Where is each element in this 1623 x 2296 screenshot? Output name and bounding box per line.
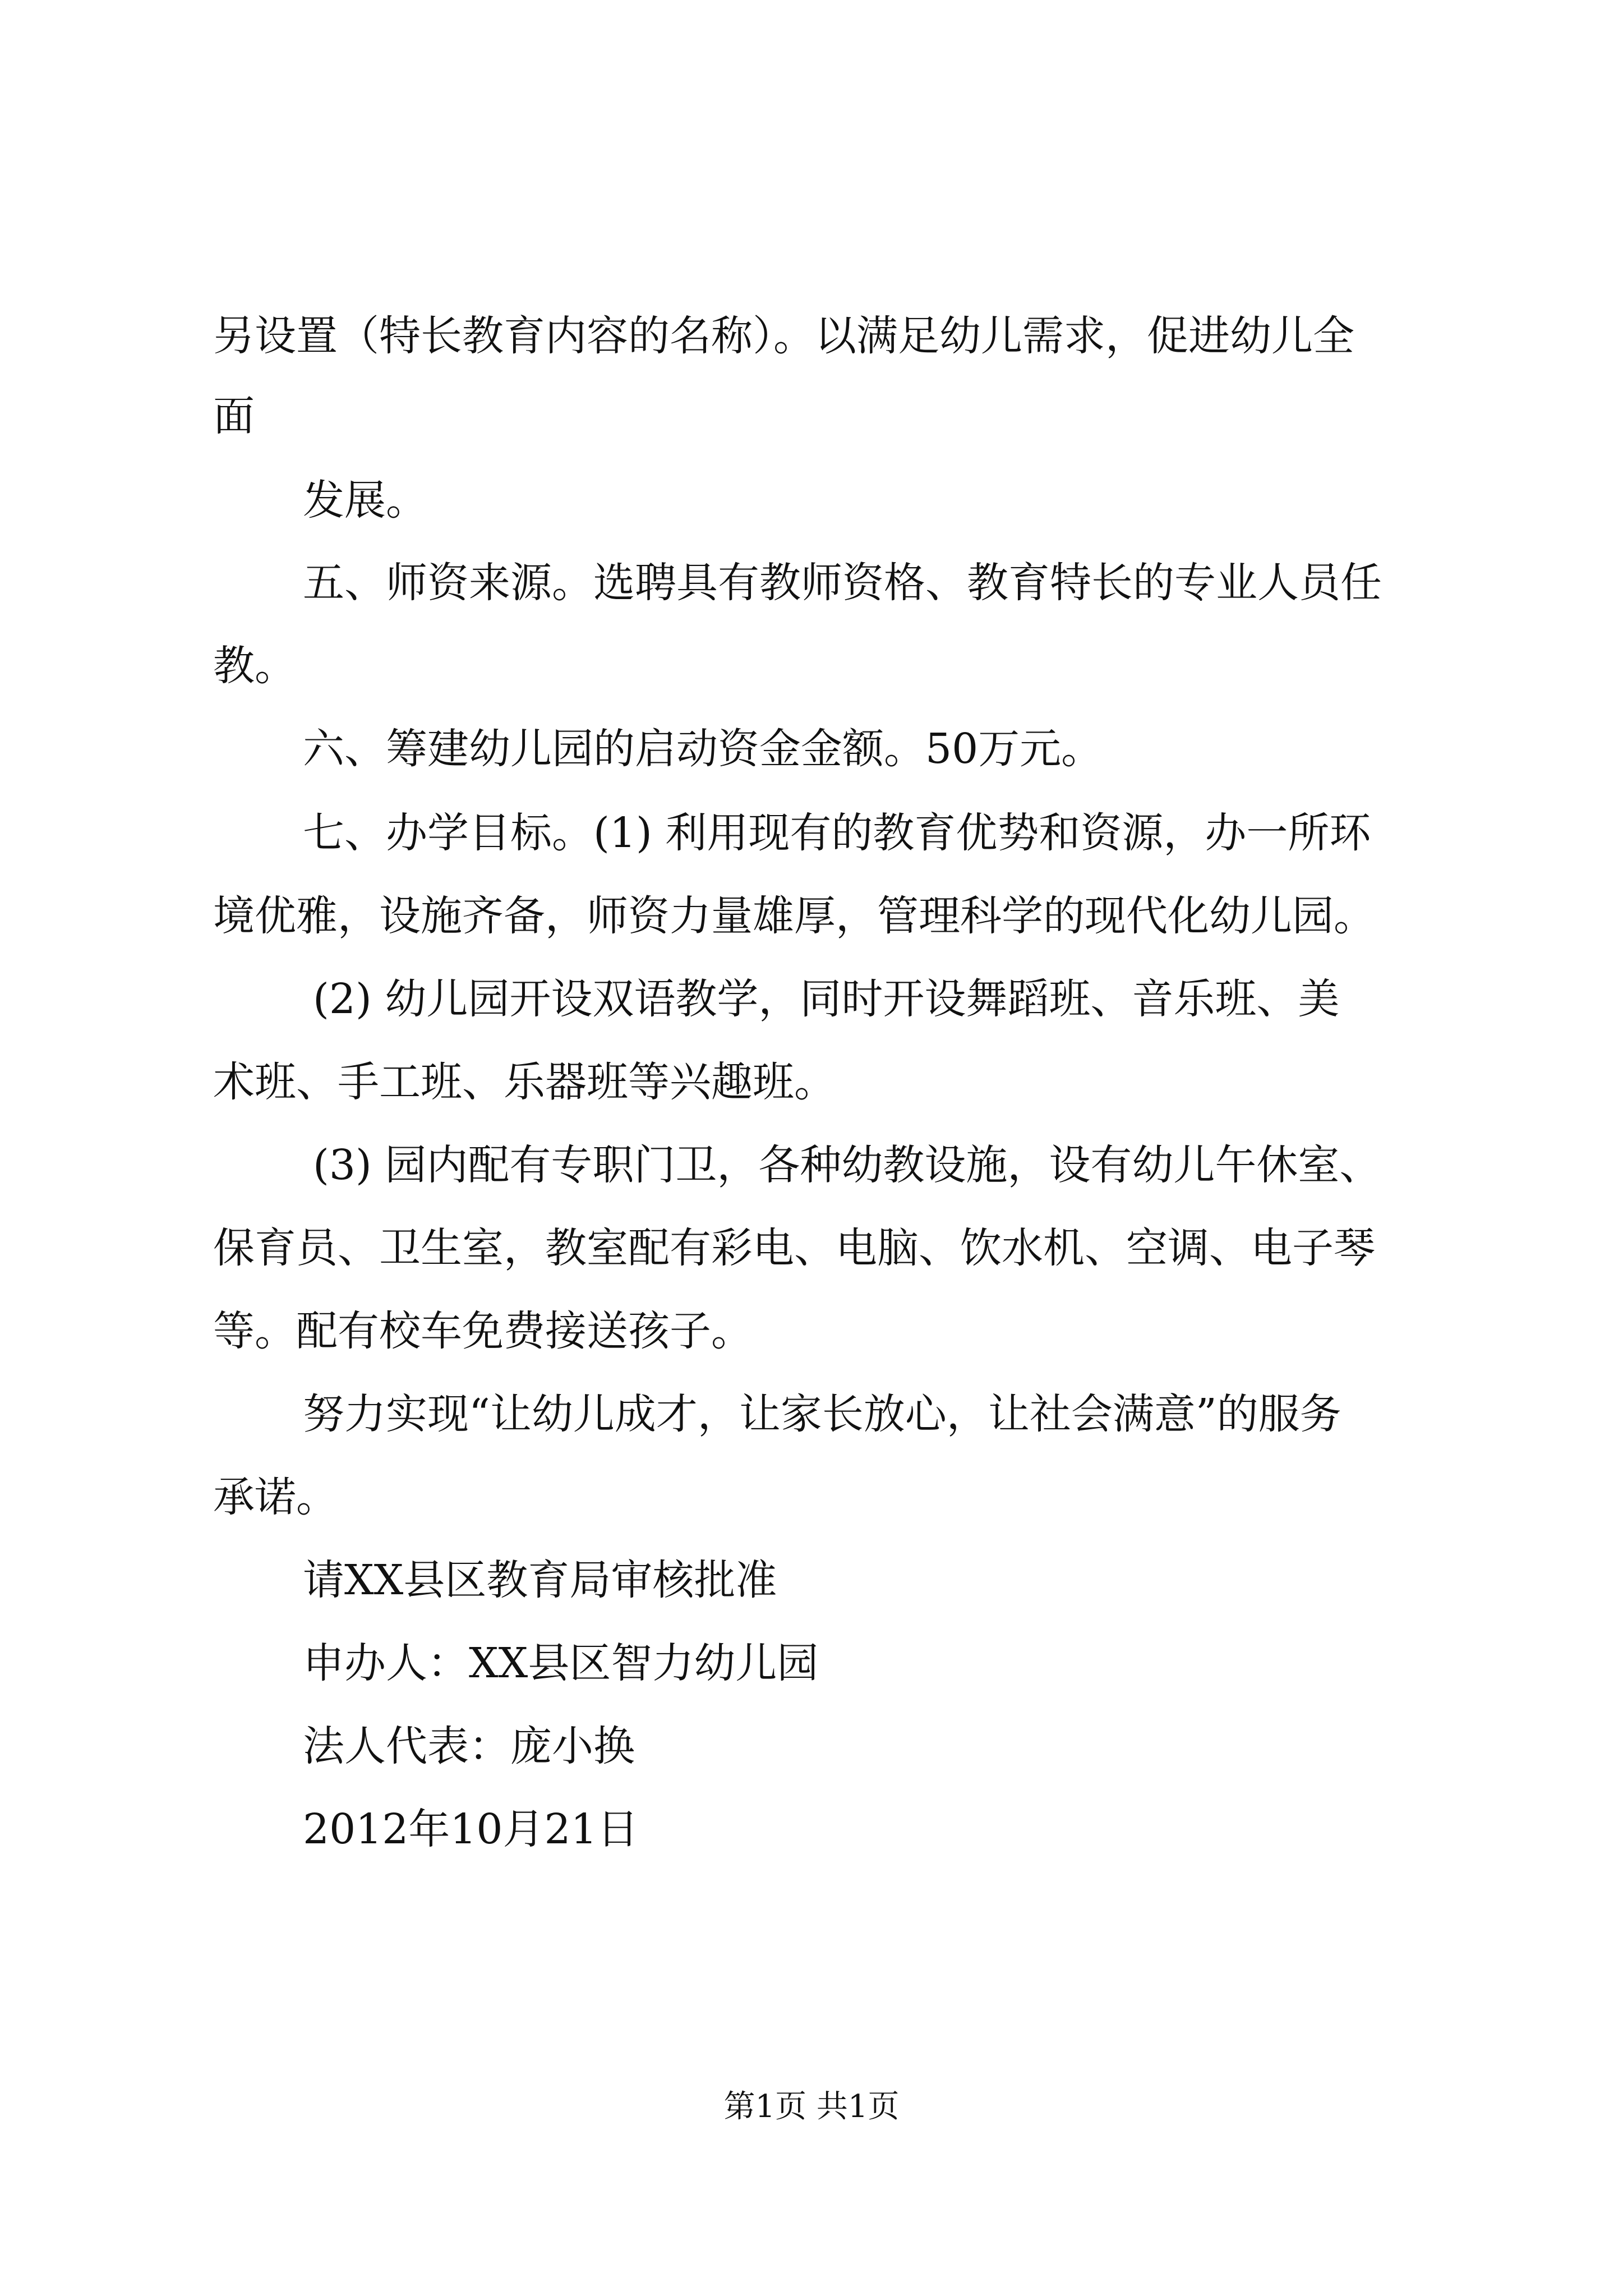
text-line-11: (3) 园内配有专职门卫，各种幼教设施，设有幼儿午休室、 <box>313 1141 1381 1189</box>
text-line-19: 2012年10月21日 <box>303 1805 639 1853</box>
page-footer: 第1页 共1页 <box>723 2088 900 2125</box>
text-line-12: 保育员、卫生室，教室配有彩电、电脑、饮水机、空调、电子琴 <box>213 1224 1375 1272</box>
text-line-10: 术班、手工班、乐器班等兴趣班。 <box>213 1058 836 1106</box>
text-line-2: 面 <box>213 392 255 440</box>
text-line-3: 发展。 <box>303 476 427 524</box>
text-line-6: 六、筹建幼儿园的启动资金金额。50万元。 <box>303 725 1103 773</box>
text-line-1: 另设置（特长教育内容的名称）。以满足幼儿需求，促进幼儿全 <box>213 312 1354 360</box>
text-line-14: 努力实现“让幼儿成才，让家长放心，让社会满意”的服务 <box>303 1390 1341 1438</box>
text-line-7: 七、办学目标。(1) 利用现有的教育优势和资源，办一所环 <box>303 809 1371 857</box>
text-line-8: 境优雅，设施齐备，师资力量雄厚，管理科学的现代化幼儿园。 <box>213 892 1375 940</box>
text-line-9: (2) 幼儿园开设双语教学，同时开设舞蹈班、音乐班、美 <box>313 975 1340 1023</box>
text-line-5: 教。 <box>213 642 296 690</box>
text-line-13: 等。配有校车免费接送孩子。 <box>213 1307 753 1355</box>
text-line-16: 请XX县区教育局审核批准 <box>303 1556 777 1604</box>
text-line-18: 法人代表：庞小换 <box>303 1722 635 1770</box>
text-line-17: 申办人：XX县区智力幼儿园 <box>303 1639 819 1687</box>
text-line-15: 承诺。 <box>213 1473 338 1521</box>
text-line-4: 五、师资来源。选聘具有教师资格、教育特长的专业人员任 <box>303 559 1382 607</box>
